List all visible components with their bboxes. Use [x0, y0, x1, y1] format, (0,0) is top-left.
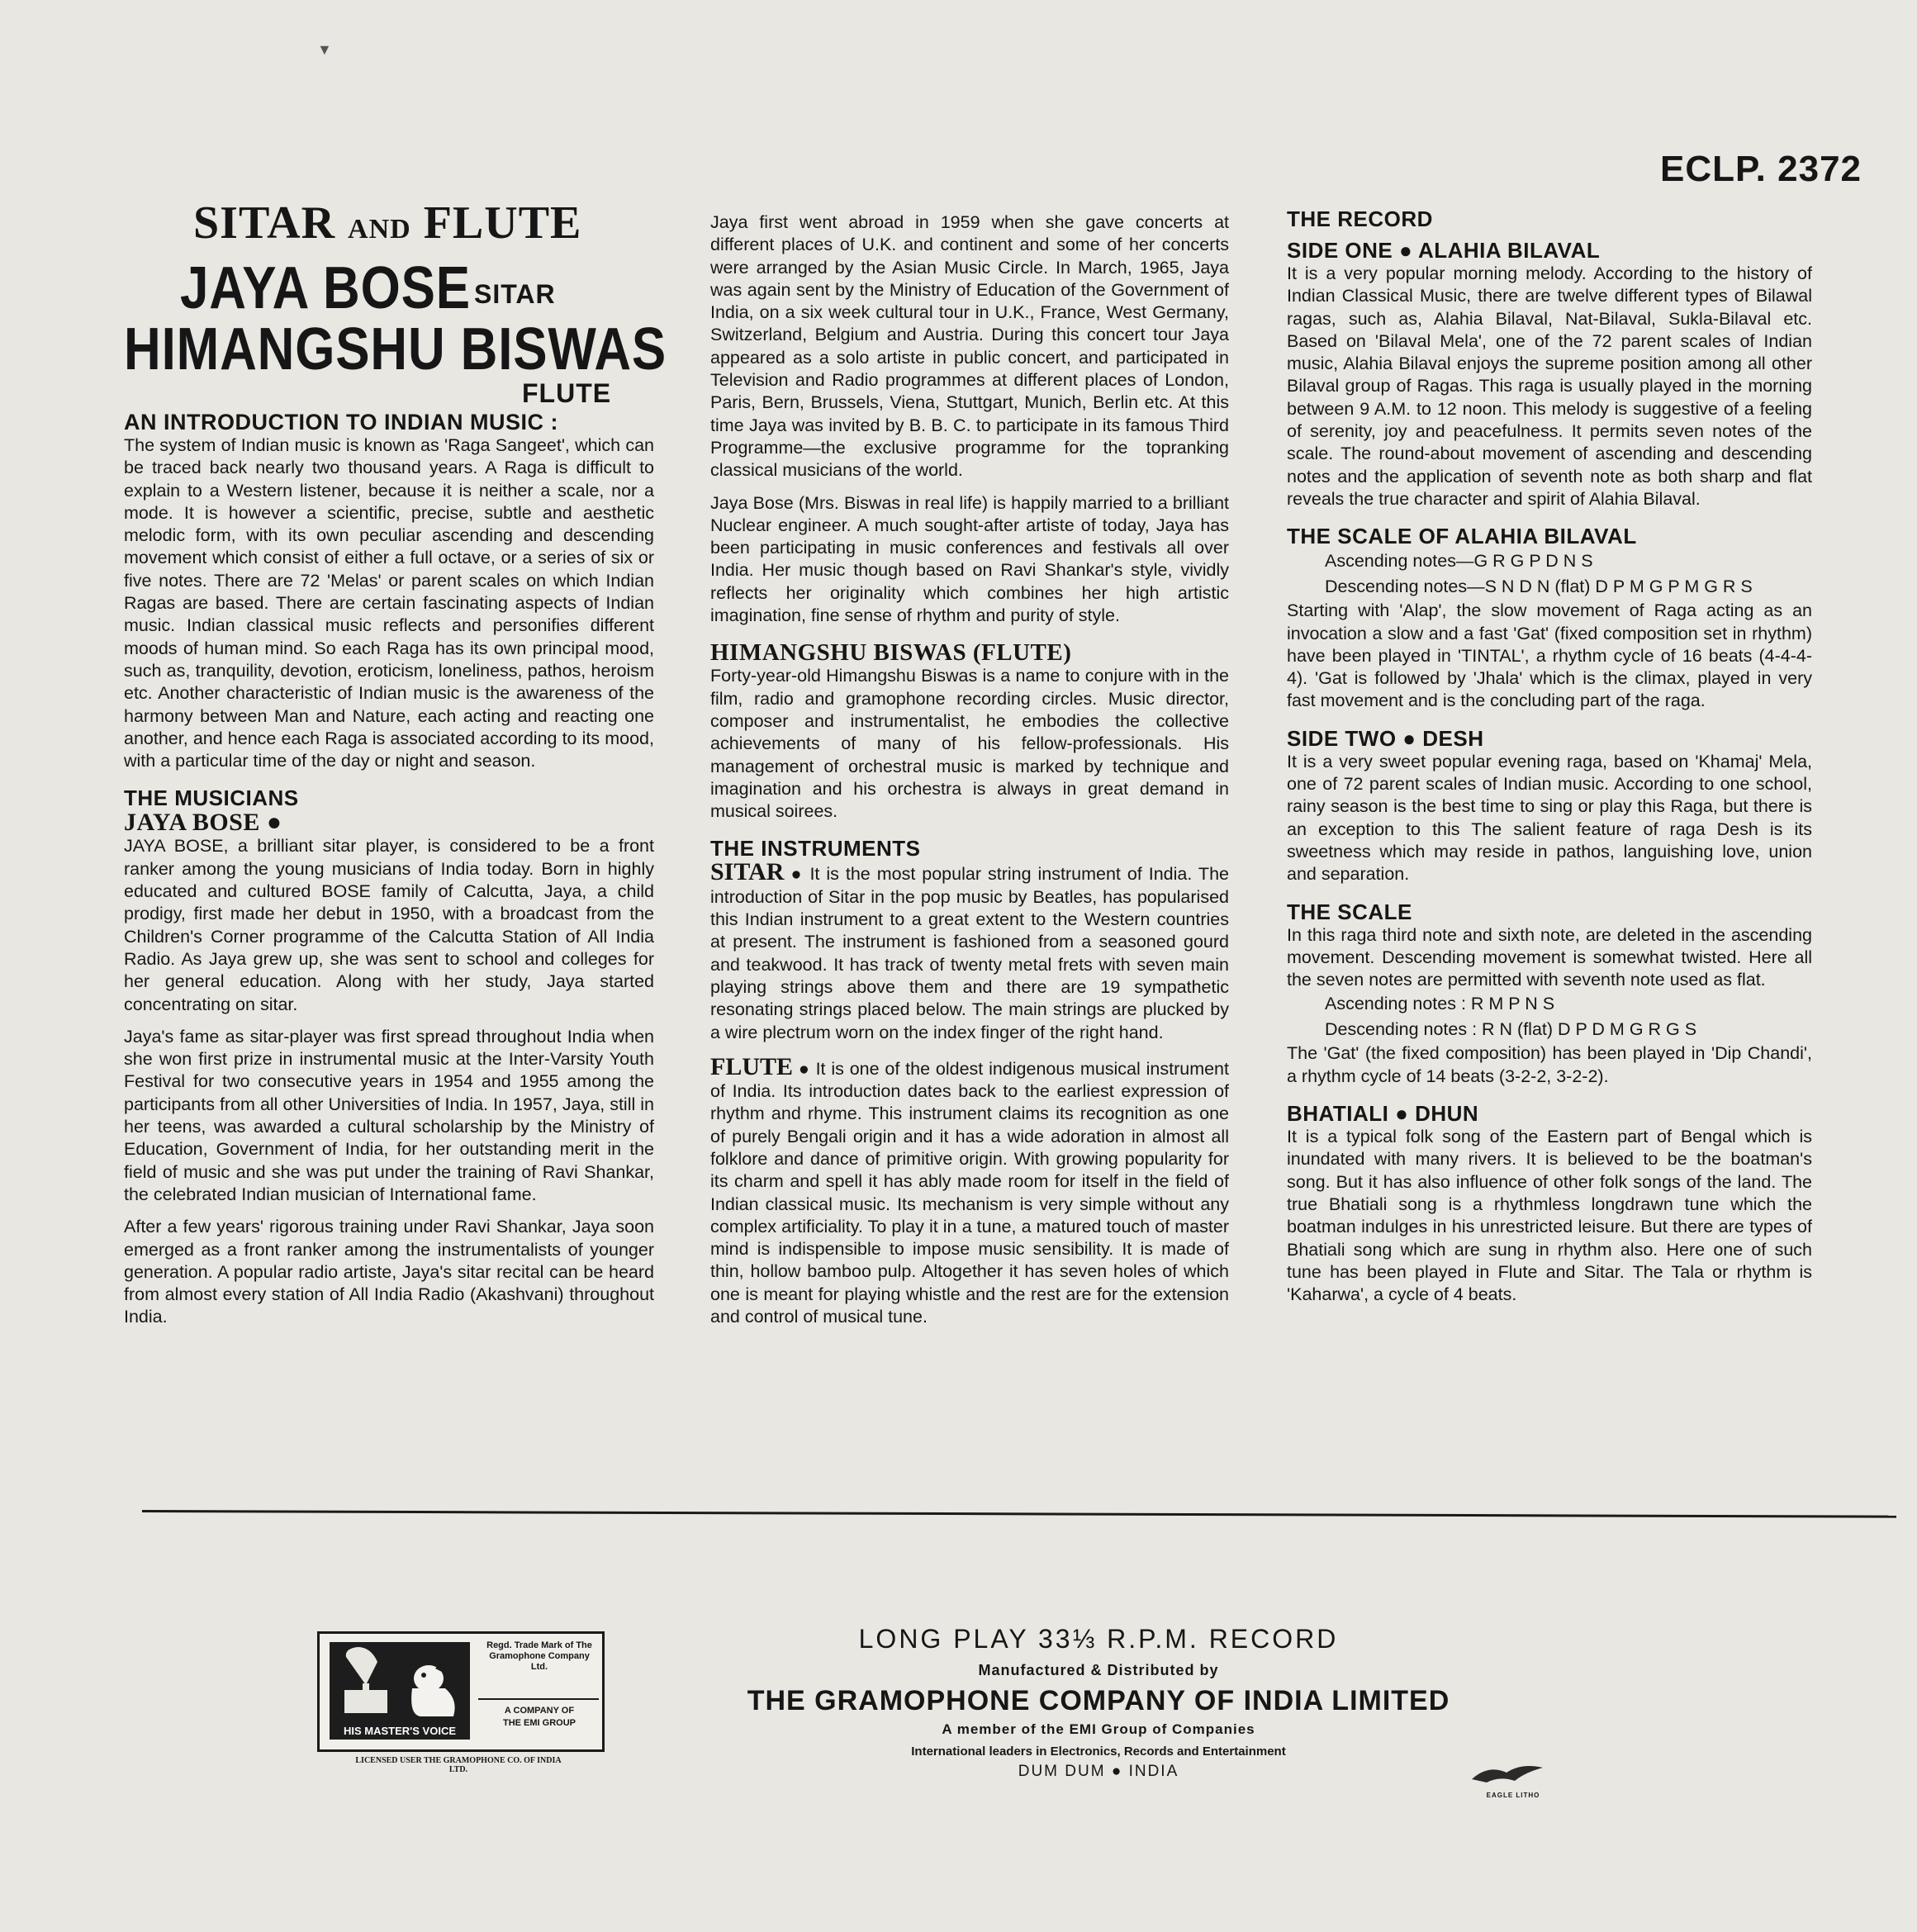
scale2-text-2: The 'Gat' (the fixed composition) has been played in 'Dip Chandi', a rhythm cycle of 14 beats (3-2-2, 3-2-2). [1287, 1043, 1812, 1086]
scale2-heading: THE SCALE [1287, 899, 1412, 924]
scale1-ascending: Ascending notes—G R G P D N S [1325, 551, 1593, 572]
artist2-name: HIMANGSHU BISWAS [124, 316, 667, 382]
sitar-paragraph [710, 858, 1229, 1043]
title-sitar: SITAR [193, 197, 336, 249]
scale2-text: In this raga third note and sixth note, are deleted in the ascending movement. Descending movement is somewhat twisted. Here all the seven notes are permitted with seventh note used as flat. [1287, 924, 1812, 990]
logo-divider [478, 1698, 599, 1700]
bullet-icon: ● [1395, 1101, 1409, 1127]
footer-format: LONG PLAY 33⅓ R.P.M. RECORD [858, 1624, 1339, 1654]
divider-rule [142, 1510, 1896, 1518]
intro-heading: AN INTRODUCTION TO INDIAN MUSIC : [124, 410, 558, 434]
side-one-heading [1287, 238, 1812, 263]
emi-line-2: THE EMI GROUP [502, 1718, 576, 1728]
footer-manufactured: Manufactured & Distributed by [978, 1662, 1219, 1678]
himangshu-heading: HIMANGSHU BISWAS (FLUTE) [710, 639, 1072, 667]
hmv-brand: HIS MASTER'S VOICE [344, 1725, 456, 1737]
emi-note [482, 1705, 597, 1730]
footer-location: DUM DUM ● INDIA [1018, 1763, 1179, 1780]
jaya-paragraph-5: Jaya Bose (Mrs. Biswas in real life) is happily married to a brilliant Nuclear engineer. A much sought-after artiste of today, Jaya has been participating in music conferences and festivals all over India. Her music though based on Ravi Shankar's style, vividly reflects her originality which combines her high artistic imagination, fine sense of rhythm and purity of style. [710, 492, 1229, 626]
footer-company: THE GRAMOPHONE COMPANY OF INDIA LIMITED [747, 1685, 1450, 1716]
flute-paragraph [710, 1052, 1229, 1329]
bullet-icon: ● [798, 1058, 810, 1079]
licensed-user: LICENSED USER THE GRAMOPHONE CO. OF INDIA LTD. [355, 1756, 562, 1774]
title-flute: FLUTE [423, 197, 582, 249]
catalog-number: ECLP. 2372 [1660, 149, 1862, 189]
emi-line-1: A COMPANY OF [504, 1706, 575, 1716]
musicians-heading: THE MUSICIANS [124, 786, 299, 811]
jaya-paragraph-4: Jaya first went abroad in 1959 when she gave concerts at different places of U.K. and continent and some of her concerts were arranged by the Asian Music Circle. In March, 1965, Jaya was again sent by the Ministry of Education of the Government of India, on a six week cultural tour in U.K., France, West Germany, Switzerland, Belgium and Austria. During this concert tour Jaya appeared as a solo artiste in public concert, and participated in Television and Radio programmes at different places of London, Paris, Bern, Brussels, Viena, Stuttgart, Munich, Berlin etc. At this time Jaya was invited by B. B. C. to participate in its famous Third Programme—the exclusive programme for the topranking classical musicians of the world. [710, 212, 1229, 481]
eagle-litho-text: EAGLE LITHO [1486, 1792, 1540, 1799]
footer-leaders: International leaders in Electronics, Records and Entertainment [911, 1744, 1286, 1759]
column-1 [124, 410, 654, 1329]
jaya-paragraph-1: JAYA BOSE, a brilliant sitar player, is considered to be a front ranker among the young musicians of India today. Born in highly educated and cultured BOSE family of Calcutta, Jaya, a child prodigy, first made her debut in 1950, with a broadcast from the Children's Corner programme of the Calcutta Station of All India Radio. As Jaya grew up, she was sent to school and colleges for her general education. Along with her study, Jaya started concentrating on sitar. [124, 836, 654, 1014]
jaya-paragraph-3: After a few years' rigorous training under Ravi Shankar, Jaya soon emerged as a front ranker among the instrumentalists of younger generation. A popular radio artiste, Jaya's sitar recital can be heard from almost every station of All India Radio (Akashvani) throughout India. [124, 1217, 654, 1327]
scale1-text: Starting with 'Alap', the slow movement of Raga acting as an invocation a slow and a fast 'Gat' (fixed composition set in rhythm) have been played in 'TINTAL', a rhythm cycle of 16 beats (4-4-4-4). 'Gat is followed by 'Jhala' which is the climax, played in very fast movement and is the concluding part of the raga. [1287, 600, 1812, 711]
sitar-text: It is the most popular string instrument of India. The introduction of Sitar in the pop music by Beatles, has popularised this Indian instrument to a great extent to the Western countries at present. The instrument is fashioned from a seasoned gourd and teakwood. It has track of twenty metal frets with seven main playing strings above them and there are 19 sympathetic resonating strings placed below. The main strings are plucked by a wire plectrum worn on the index finger of the right hand. [710, 864, 1229, 1042]
artist1-instrument: SITAR [474, 279, 556, 309]
intro-text: The system of Indian music is known as 'Raga Sangeet', which can be traced back nearly two thousand years. A Raga is difficult to explain to a Western listener, because it is neither a scale, nor a mode. It is however a scientific, precise, subtle and aesthetic melodic form, with its own peculiar ascending and descending movement which consist of either a full octave, or a series of six or five notes. There are 72 'Melas' or parent scales on which Indian Ragas are based. There are certain fascinating aspects of Indian music. Indian classical music reflects and personifies different moods of human mind. So each Raga has its own principal mood, such as, tranquility, devotion, eroticism, loneliness, pathos, heroism etc. Another characteristic of Indian music is the awareness of the harmony between Man and Nature, each acting and reacting one another, and hence each Raga is associated according to its mood, with a particular time of the day or night and season. [124, 435, 654, 771]
flute-label: FLUTE [710, 1052, 794, 1080]
bullet-icon: ● [266, 809, 282, 837]
jaya-heading-text: JAYA BOSE [124, 809, 260, 837]
artist1-name: JAYA BOSE [180, 255, 471, 321]
dhun-label: DHUN [1415, 1101, 1479, 1127]
bullet-icon: ● [1402, 725, 1416, 751]
flute-text: It is one of the oldest indigenous musical instrument of India. Its introduction dates back to the earliest expression of rhythm and rhyme. This instrument claims its recognition as one of purely Bengali origin and it has a wide adoration in almost all folklore and dance of primitive origin. With growing popularity for its charm and spell it has ably made room for itself in the field of Indian classical music. Its mechanism is very simple without any complex artificiality. To play it in a tune, a matured touch of master mind is indispensible to impose music sensibility. It is made of thin, hollow bamboo pulp. Altogether it has seven holes of which one is meant for playing whistle and the rest are for the extension and control of musical tune. [710, 1058, 1229, 1327]
column-3 [1287, 206, 1812, 1306]
record-heading: THE RECORD [1287, 206, 1433, 231]
dog-gramophone-icon [330, 1642, 470, 1740]
eagle-litho-mark [1464, 1759, 1563, 1801]
scale2-descending: Descending notes : R N (flat) D P D M G R G S [1325, 1019, 1697, 1040]
scale2-ascending: Ascending notes : R M P N S [1325, 994, 1555, 1014]
scale1-heading: THE SCALE OF ALAHIA BILAVAL [1287, 524, 1637, 549]
corner-mark-icon: ▼ [317, 41, 332, 58]
hmv-logo [317, 1631, 605, 1752]
side-two-label: SIDE TWO [1287, 725, 1397, 751]
bullet-icon: ● [790, 864, 804, 885]
scale1-descending: Descending notes—S N D N (flat) D P M G P M G R S [1325, 577, 1753, 597]
title-and: AND [348, 214, 411, 244]
side-two-raga: DESH [1422, 725, 1484, 751]
eagle-icon [1464, 1759, 1563, 1787]
side-two-text: It is a very sweet popular evening raga, based on 'Khamaj' Mela, one of 72 parent scales of Indian music. According to one school, rainy season is the best time to sing or play this Raga, but there is an exception to this The salient feature of raga Desh is its sweetness which may reside in pathos, languishing love, union and separation. [1287, 751, 1812, 885]
sitar-label: SITAR [710, 858, 785, 886]
himangshu-paragraph: Forty-year-old Himangshu Biswas is a name to conjure with in the film, radio and gramophone recording circles. Music director, composer and instrumentalist, he embodies the collective achievements of many of his fellow-professionals. His management of orchestral music is marked by technique and imagination and his orchestra is always in great demand in musical soirees. [710, 666, 1229, 822]
bhatiali-label: BHATIALI [1287, 1101, 1389, 1127]
bullet-icon: ● [1398, 238, 1413, 263]
column-2 [710, 211, 1229, 1328]
footer-member: A member of the EMI Group of Companies [942, 1721, 1255, 1737]
instruments-heading: THE INSTRUMENTS [710, 836, 921, 862]
jaya-heading [124, 810, 654, 835]
jaya-paragraph-2: Jaya's fame as sitar-player was first spread throughout India when she won first prize in instrumental music at the Inter-Varsity Youth Festival for two consecutive years in 1954 and 1955 among the participants from all other Universities of India. In 1957, Jaya, still in her teens, was awarded a cultural scholarship by the Ministry of Education, Government of India, for her outstanding merit in the field of music and she was put under the training of Ravi Shankar, the celebrated Indian musician of International fame. [124, 1026, 654, 1204]
artist2-instrument: FLUTE [522, 378, 612, 408]
side-one-text: It is a very popular morning melody. According to the history of Indian Classical Music, there are twelve different types of Bilawal ragas, such as, Alahia Bilaval, Nat-Bilaval, Sukla-Bilaval etc. Based on 'Bilaval Mela', one of the 72 parent scales of Indian music, Alahia Bilaval enjoys the supreme position among all other Bilaval group of Ragas. This raga is usually played in the morning between 9 A.M. to 12 noon. This melody is suggestive of a feeling of serenity, joy and peacefulness. It permits seven notes of the scale. The round-about movement of ascending and descending notes and the application of seventh note as both sharp and flat reveals the true character and spirit of Alahia Bilaval. [1287, 263, 1812, 509]
title-line [193, 197, 581, 249]
side-two-heading [1287, 726, 1812, 751]
bhatiali-heading [1287, 1101, 1812, 1126]
trade-mark-note: Regd. Trade Mark of The Gramophone Company Ltd. [486, 1640, 592, 1672]
side-one-label: SIDE ONE [1287, 238, 1393, 263]
side-one-raga: ALAHIA BILAVAL [1417, 238, 1601, 263]
bhatiali-text: It is a typical folk song of the Eastern part of Bengal which is inundated with many rivers. It is believed to be the boatman's song. But it has also influence of other folk songs of the land. The true Bhatiali song is a rhythmless longdrawn tune which the boatman indulges in his unrestricted leisure. But there are types of Bhatiali song which are sung in rhythm also. Here one of such tune has been played in Flute and Sitar. The Tala or rhythm is 'Kaharwa', a cycle of 4 beats. [1287, 1127, 1812, 1305]
